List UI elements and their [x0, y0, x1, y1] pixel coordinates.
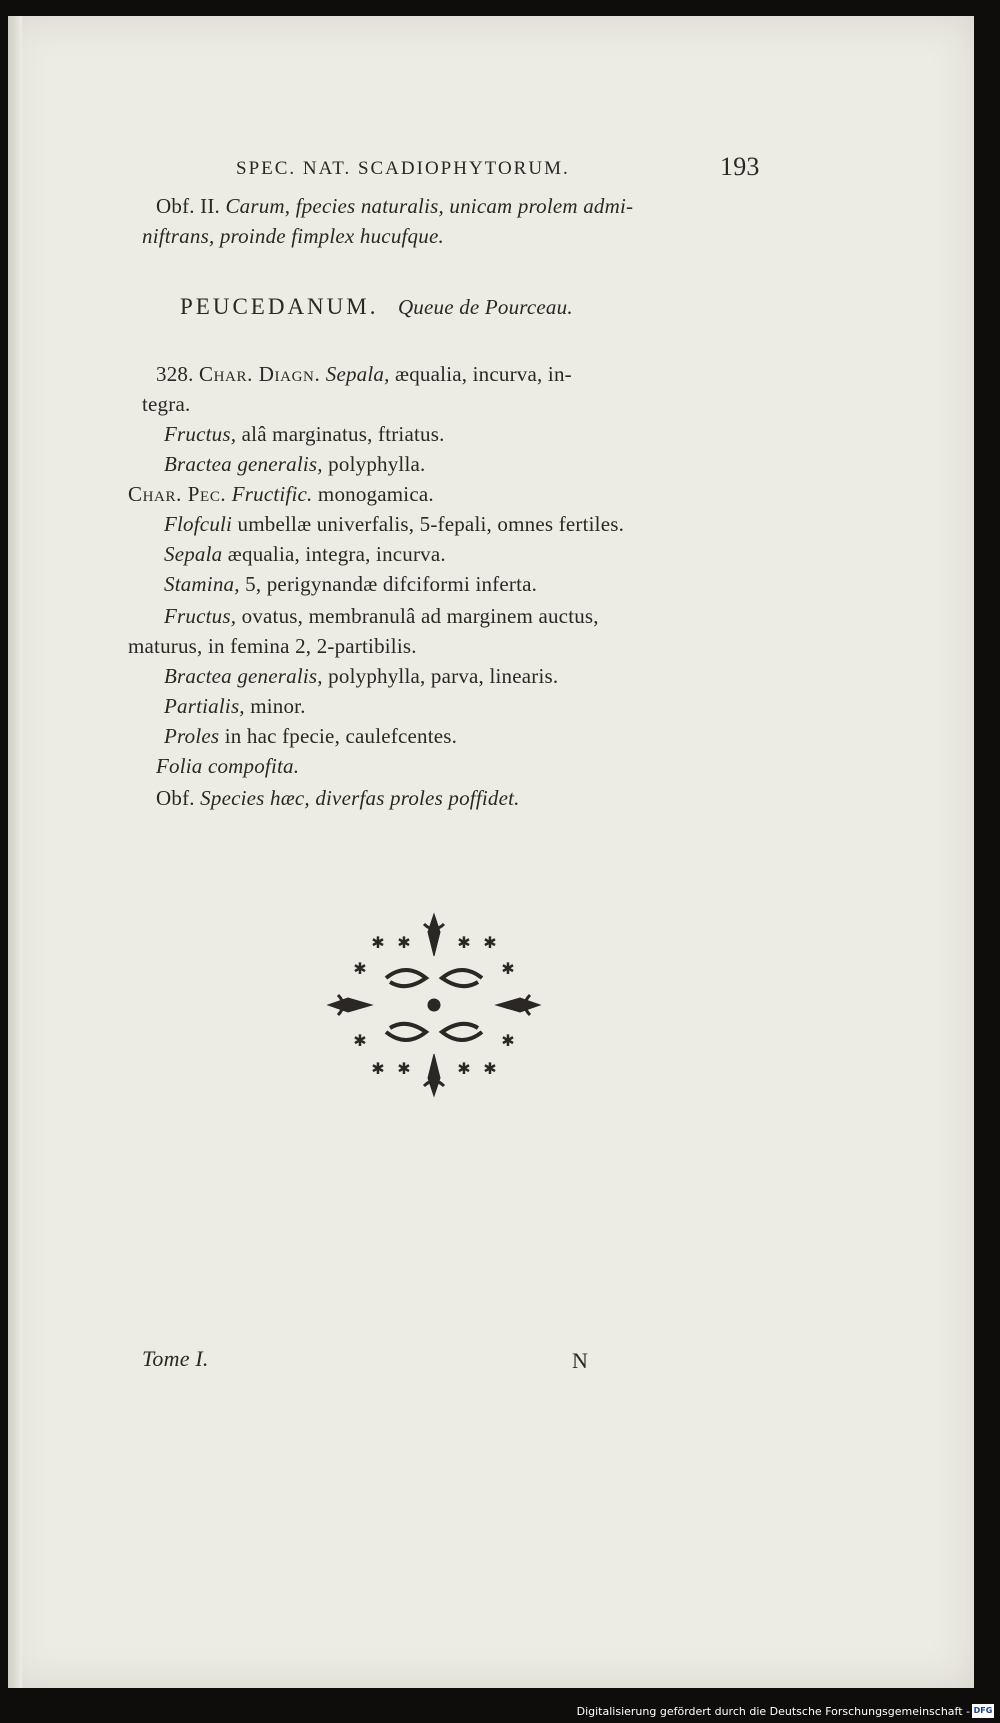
page-number: 193: [720, 152, 760, 181]
bractea-label: Bractea generalis,: [164, 452, 323, 476]
tome-label: Tome I.: [142, 1346, 209, 1371]
obs-ii-text: Carum, fpecies naturalis, unicam prolem admi-: [225, 194, 634, 218]
svg-text:✱: ✱: [483, 933, 497, 952]
sepala-label-2: Sepala: [164, 542, 223, 566]
fructus-line: [164, 604, 599, 629]
obs-label: Obf.: [156, 786, 195, 810]
entry-fructus: [164, 422, 445, 447]
partialis-label: Partialis,: [164, 694, 245, 718]
fructific-text: monogamica.: [312, 482, 434, 506]
flosculi-line: [164, 512, 624, 537]
genus-name: PEUCEDANUM.: [180, 294, 379, 319]
entry-number: 328.: [156, 362, 194, 386]
fructus-label-2: Fructus,: [164, 604, 237, 628]
dfg-logo-icon: DFG: [972, 1704, 994, 1718]
entry-line-2: tegra.: [142, 392, 191, 416]
svg-text:✱: ✱: [457, 933, 471, 952]
svg-text:✱: ✱: [397, 1059, 411, 1078]
svg-text:✱: ✱: [371, 1059, 385, 1078]
svg-text:✱: ✱: [353, 959, 367, 978]
vernacular-name: Queue de Pourceau.: [397, 295, 573, 319]
fructus-text-2: ovatus, membranulâ ad marginem auctus,: [236, 604, 599, 628]
bractea-line: [164, 664, 558, 689]
svg-text:✱: ✱: [501, 1031, 515, 1050]
fructus-cont-line: maturus, in femina 2, 2-partibilis.: [128, 634, 417, 658]
proles-line: [164, 724, 457, 749]
svg-text:✱: ✱: [353, 1031, 367, 1050]
partialis-text: minor.: [244, 694, 306, 718]
digitization-credit: Digitalisierung gefördert durch die Deutsche Forschungsgemeinschaft -: [576, 1705, 970, 1718]
proles-label: Proles: [164, 724, 220, 748]
svg-text:✱: ✱: [371, 933, 385, 952]
stamina-label: Stamina,: [164, 572, 240, 596]
running-head: SPEC. NAT. SCADIOPHYTORUM.: [236, 158, 570, 179]
obs-ii-label: Obf. II.: [156, 194, 220, 218]
genus-heading: [180, 294, 573, 320]
svg-text:✱: ✱: [501, 959, 515, 978]
sepala-text-2: æqualia, integra, incurva.: [222, 542, 446, 566]
book-page: [8, 16, 974, 1688]
sepala-text: æqualia, incurva, in-: [389, 362, 572, 386]
fleuron-ornament-icon: [326, 912, 542, 1098]
flosculi-label: Flofculi: [164, 512, 233, 536]
bractea-text-2: polyphylla, parva, linearis.: [322, 664, 559, 688]
svg-text:✱: ✱: [397, 933, 411, 952]
stamina-line: [164, 572, 537, 597]
bractea-text: polyphylla.: [322, 452, 426, 476]
char-pec-label: Char. Pec.: [128, 482, 227, 506]
svg-text:✱: ✱: [457, 1059, 471, 1078]
sepala-label: Sepala,: [325, 362, 390, 386]
flosculi-text: umbellæ univerfalis, 5-fepali, omnes fertiles.: [232, 512, 625, 536]
sepala-line: [164, 542, 446, 567]
entry-bractea: [164, 452, 425, 477]
fructific-label: Fructific.: [231, 482, 313, 506]
signature-mark: N: [572, 1348, 589, 1373]
bractea-label-2: Bractea generalis,: [164, 664, 323, 688]
fructus-text: alâ marginatus, ftriatus.: [236, 422, 445, 446]
fructus-label: Fructus,: [164, 422, 237, 446]
char-diagn-label: Char. Diagn.: [199, 362, 321, 386]
obs-ii-line-1: [156, 194, 633, 219]
char-pec-line: [128, 482, 434, 507]
obs-ii-line-2: niftrans, proinde fimplex hucufque.: [142, 224, 444, 248]
proles-text: in hac fpecie, caulefcentes.: [219, 724, 458, 748]
entry-line-1: [156, 362, 572, 387]
stamina-text: 5, perigynandæ difciformi inferta.: [239, 572, 538, 596]
obs-text: Species hæc, diverfas proles poffidet.: [194, 786, 520, 810]
folia-line: Folia compofita.: [156, 754, 300, 778]
obs-line: [156, 786, 520, 811]
svg-text:✱: ✱: [483, 1059, 497, 1078]
partialis-line: [164, 694, 306, 719]
